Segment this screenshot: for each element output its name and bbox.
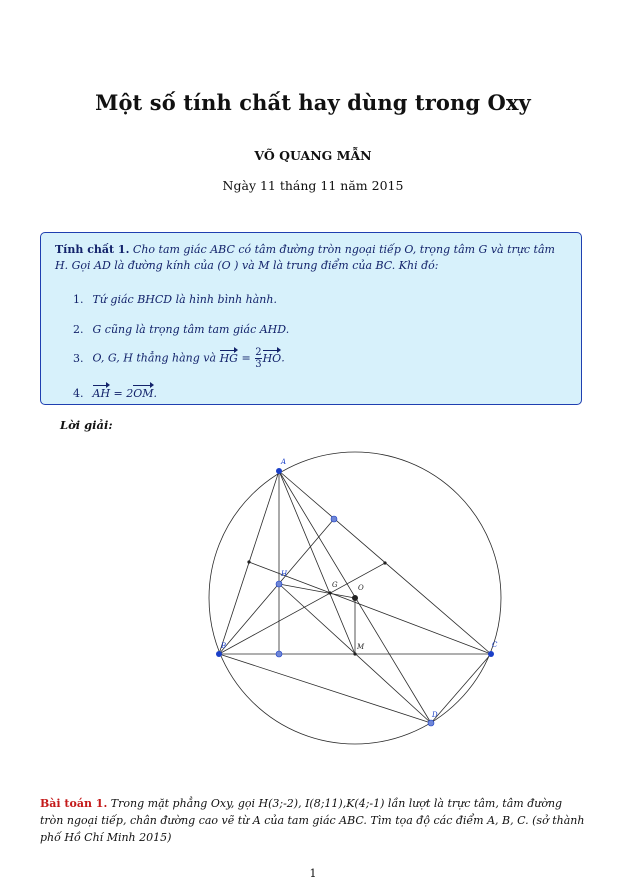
property-item-2: 2. G cũng là trọng tâm tam giác AHD. <box>73 323 290 336</box>
median-am <box>279 471 355 654</box>
label-b: B <box>221 642 227 650</box>
property-item-4: 4. AH = 2OM. <box>73 387 158 400</box>
point-a <box>276 468 282 474</box>
label-a: A <box>281 458 287 466</box>
segment-cd <box>431 654 491 723</box>
figure-points <box>216 468 494 726</box>
point-d <box>428 720 434 726</box>
vector-ah: AH <box>92 387 111 400</box>
label-d: D <box>432 711 438 719</box>
label-h: H <box>281 570 288 578</box>
vector-om: OM <box>133 387 154 400</box>
figure-labels <box>220 458 498 719</box>
point-b <box>216 651 222 657</box>
point-o <box>352 595 358 601</box>
point-h <box>276 581 282 587</box>
property-item-3: 3. O, G, H thẳng hàng và HG = $\frac{2}{3}$ HO. <box>73 347 285 370</box>
author-name: VÕ QUANG MẪN <box>254 148 372 163</box>
label-m: M <box>357 643 365 651</box>
document-date: Ngày 11 tháng 11 năm 2015 <box>222 178 404 193</box>
label-g: G <box>332 581 338 589</box>
document-title: Một số tính chất hay dùng trong Oxy <box>95 90 531 115</box>
property-item-1: 1. Tứ giác BHCD là hình bình hành. <box>73 293 277 306</box>
midpoint-ac <box>383 561 386 564</box>
property-statement: Cho tam giác ABC có tâm đường tròn ngoại tiếp O, trọng tâm G và trực tâm H. Gọi AD là đường kính của (O ) và M là trung điểm của BC. Khi đó: <box>55 243 555 272</box>
altitude-foot <box>276 651 282 657</box>
solution-label: Lời giải: <box>60 418 113 432</box>
median-b <box>219 563 385 654</box>
property-heading: Tính chất 1. <box>55 243 130 256</box>
page-number: 1 <box>309 867 317 880</box>
altitude-b <box>219 519 334 654</box>
altitude-foot-c <box>247 560 250 563</box>
point-g <box>328 591 331 594</box>
point-c <box>488 651 494 657</box>
problem-text: Trong mặt phẳng Oxy, gọi H(3;-2), I(8;11),K(4;-1) lần lượt là trực tâm, tâm đường tròn ngoại tiếp, chân đường cao vẽ từ A của tam giác ABC. Tìm tọa độ các điểm A, B, C. (sở thành phố Hồ Chí Minh 2015) <box>40 797 585 844</box>
fraction-two-thirds: $\frac{2}{3}$ <box>255 347 262 370</box>
segment-bd <box>219 654 431 723</box>
problem-label: Bài toán 1. <box>40 797 108 810</box>
altitude-foot-b <box>331 516 337 522</box>
point-m <box>353 652 356 655</box>
label-c: C <box>492 641 498 649</box>
vector-ho: HO <box>262 351 282 365</box>
label-o: O <box>358 584 364 592</box>
vector-hg: HG <box>219 351 238 365</box>
problem-1 <box>40 795 588 846</box>
